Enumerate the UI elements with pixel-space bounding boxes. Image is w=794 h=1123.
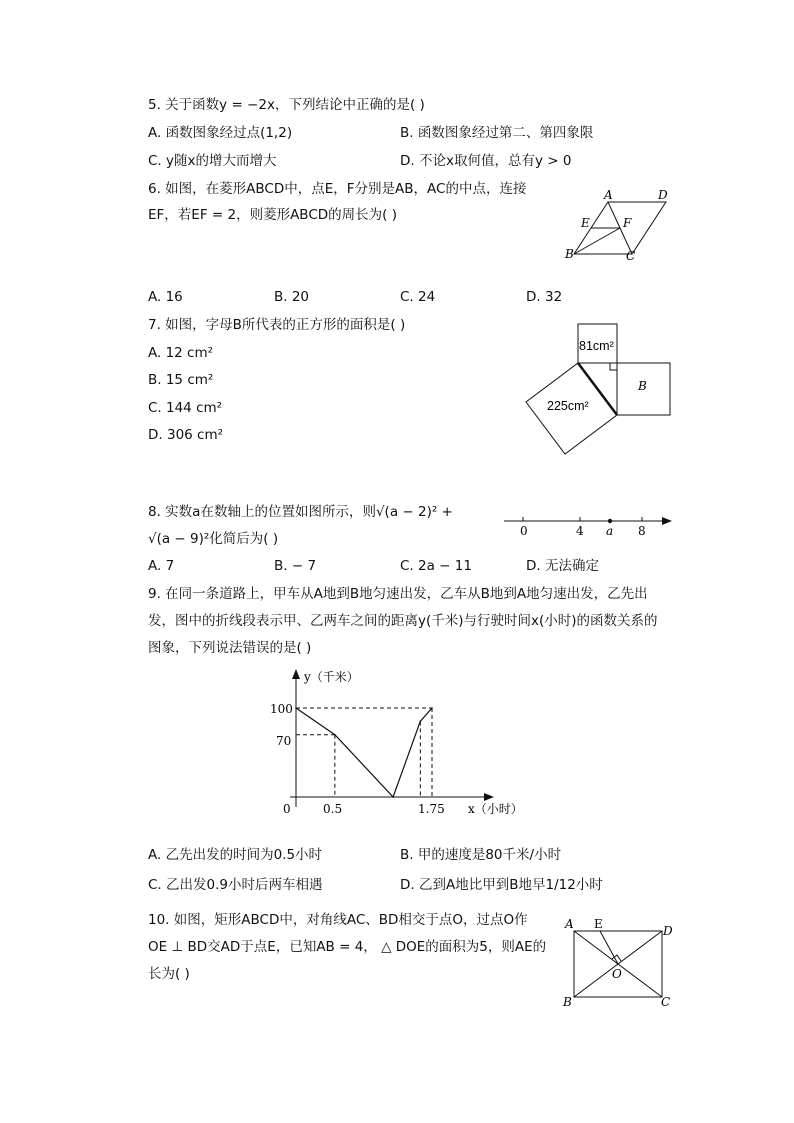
fig10-label-b: B <box>563 995 572 1009</box>
q6-option-d: D. 32 <box>526 289 563 305</box>
q9-option-b: B. 甲的速度是80千米/小时 <box>400 847 562 863</box>
x-tick-0-5: 0.5 <box>323 802 343 816</box>
q7-squares-figure <box>520 320 680 460</box>
fig6-label-b: B <box>565 247 574 261</box>
q6-option-c: C. 24 <box>400 289 436 305</box>
q7-stem: 7. 如图，字母B所代表的正方形的面积是( ) <box>148 317 406 333</box>
data-point <box>334 734 336 736</box>
point-a <box>608 519 612 523</box>
segment-oe <box>600 931 618 964</box>
data-point <box>431 707 433 709</box>
right-angle-mark <box>610 363 617 370</box>
q8-option-b: B. − 7 <box>274 558 317 574</box>
tick-a: a <box>606 524 614 538</box>
q10-stem-line2: OE ⊥ BD交AD于点E，已知AB = 4， △ DOE的面积为5，则AE的 <box>148 939 547 955</box>
q7-option-b: B. 15 cm² <box>148 372 214 388</box>
q9-stem-line2: 发，图中的折线段表示甲、乙两车之间的距离y(千米)与行驶时间x(小时)的函数关系的 <box>148 613 658 629</box>
fig10-label-c: C <box>661 995 671 1009</box>
x-tick-1-75: 1.75 <box>418 802 445 816</box>
q8-option-d: D. 无法确定 <box>526 558 599 574</box>
number-line-arrow <box>662 517 672 525</box>
q8-option-a: A. 7 <box>148 558 175 574</box>
q9-stem-line1: 9. 在同一条道路上，甲车从A地到B地匀速出发，乙车从B地到A地匀速出发，乙先出 <box>148 586 648 602</box>
y-axis-label: y（千米） <box>304 670 359 684</box>
fig10-label-e: E <box>594 917 603 931</box>
q8-stem-line1: 8. 实数a在数轴上的位置如图所示，则√(a − 2)² + <box>148 504 453 520</box>
fig10-label-d: D <box>663 924 673 938</box>
q9-distance-time-chart <box>270 665 540 825</box>
q7-option-a: A. 12 cm² <box>148 345 214 361</box>
q6-stem-line1: 6. 如图，在菱形ABCD中，点E，F分别是AB，AC的中点，连接 <box>148 181 527 197</box>
q8-stem-line2: √(a − 9)²化简后为( ) <box>148 531 279 547</box>
tick-4: 4 <box>576 524 584 538</box>
data-point <box>420 721 422 723</box>
q6-stem-line2: EF，若EF = 2，则菱形ABCD的周长为( ) <box>148 207 397 223</box>
q9-option-d: D. 乙到A地比甲到B地早1/12小时 <box>400 877 603 893</box>
q6-rhombus-figure <box>560 188 675 264</box>
fig6-label-a: A <box>604 188 613 202</box>
label-b: B <box>638 379 647 393</box>
q5-option-c: C. y随x的增大而增大 <box>148 153 277 169</box>
q9-option-a: A. 乙先出发的时间为0.5小时 <box>148 847 323 863</box>
q8-number-line <box>500 508 680 538</box>
q5-option-b: B. 函数图象经过第二、第四象限 <box>400 125 594 141</box>
fig6-label-d: D <box>658 188 668 202</box>
fig6-label-c: C <box>626 249 636 263</box>
q5-stem: 5. 关于函数y = −2x，下列结论中正确的是( ) <box>148 97 425 113</box>
y-tick-100: 100 <box>270 702 293 716</box>
y-tick-70: 70 <box>276 734 292 748</box>
fig10-label-o: O <box>612 967 622 981</box>
q10-stem-line3: 长为( ) <box>148 966 190 982</box>
data-point <box>392 796 394 798</box>
fig6-label-e: E <box>581 216 590 230</box>
q5-option-d: D. 不论x取何值，总有y > 0 <box>400 153 572 169</box>
label-225cm2: 225cm² <box>547 399 589 413</box>
q6-option-a: A. 16 <box>148 289 183 305</box>
q7-option-d: D. 306 cm² <box>148 427 224 443</box>
fig10-label-a: A <box>565 917 574 931</box>
q5-option-a: A. 函数图象经过点(1,2) <box>148 125 293 141</box>
q6-option-b: B. 20 <box>274 289 310 305</box>
x-axis-label: x（小时） <box>468 802 523 816</box>
x-tick-0: 0 <box>283 802 291 816</box>
q8-option-c: C. 2a − 11 <box>400 558 472 574</box>
x-axis-arrow <box>484 793 494 801</box>
label-81cm2: 81cm² <box>579 339 614 353</box>
q7-option-c: C. 144 cm² <box>148 400 223 416</box>
q10-rectangle-figure <box>560 918 680 1010</box>
distance-polyline <box>296 708 432 797</box>
segment-bf <box>574 228 620 254</box>
y-axis-arrow <box>292 669 300 679</box>
q9-option-c: C. 乙出发0.9小时后两车相遇 <box>148 877 323 893</box>
tick-0: 0 <box>520 524 528 538</box>
tick-8: 8 <box>638 524 646 538</box>
q10-stem-line1: 10. 如图，矩形ABCD中，对角线AC、BD相交于点O，过点O作 <box>148 912 528 928</box>
fig6-label-f: F <box>623 216 632 230</box>
data-point <box>295 707 297 709</box>
q9-stem-line3: 图象，下列说法错误的是( ) <box>148 640 312 656</box>
